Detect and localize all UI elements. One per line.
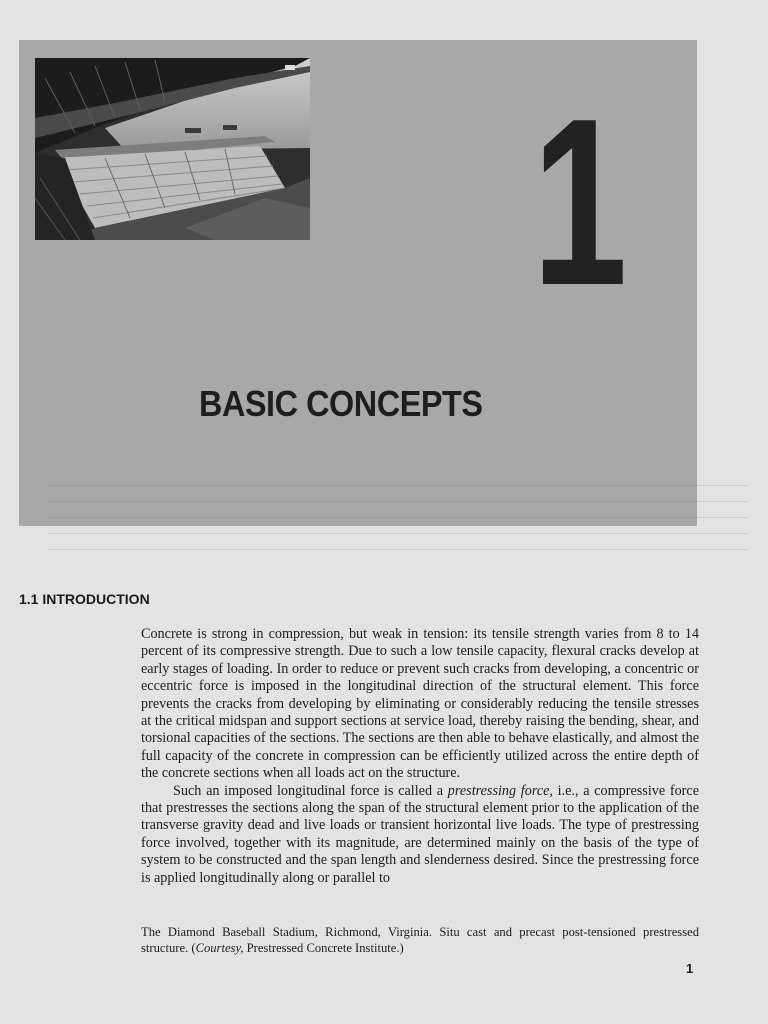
paragraph-2-rest: i.e., a compressive force that prestresses the sections along the span of the structural element prior to the application of the transverse gravity dead and live loads or transient horizontal live loads. The type of prestressing force involved, together with its magnitude, are determined mainly on the basis of the type of system to be constructed and the span length and slenderness desired. Since the prestressing force is applied longitudinally along or parallel to [141,782,699,886]
chapter-number: 1 [532,70,628,335]
paragraph-2 [141,783,699,887]
caption-credit: Prestressed Concrete Institute.) [243,941,404,955]
section-heading: 1.1 INTRODUCTION [19,591,150,607]
figure-caption [141,924,699,956]
body-text [141,626,699,887]
caption-courtesy: Courtesy, [195,941,244,955]
page-number: 1 [686,961,694,976]
bleed-through-texture [49,470,749,560]
paragraph-2-start: Such an imposed longitudinal force is called a [173,782,448,799]
chapter-opener [19,40,697,526]
term-prestressing-force: prestressing force, [447,782,553,799]
stadium-photo [35,58,310,240]
caption-text: The Diamond Baseball Stadium, Richmond, Virginia. Situ cast and precast post-tensioned prestressed structure. ( [141,925,699,955]
paragraph-1: Concrete is strong in compression, but weak in tension: its tensile strength varies from 8 to 14 percent of its compressive strength. Due to such a low tensile capacity, flexural cracks develop at early stages of loading. In order to reduce or prevent such cracks from developing, a concentric or eccentric force is imposed in the longitudinal direction of the structural element. This force prevents the cracks from developing by eliminating or considerably reducing the tensile stresses at the critical midspan and support sections at service load, thereby raising the bending, shear, and torsional capacities of the sections. The sections are then able to behave elastically, and almost the full capacity of the concrete in compression can be efficiently utilized across the entire depth of the concrete sections when all loads act on the structure. [141,626,699,782]
chapter-title: BASIC CONCEPTS [199,383,483,424]
